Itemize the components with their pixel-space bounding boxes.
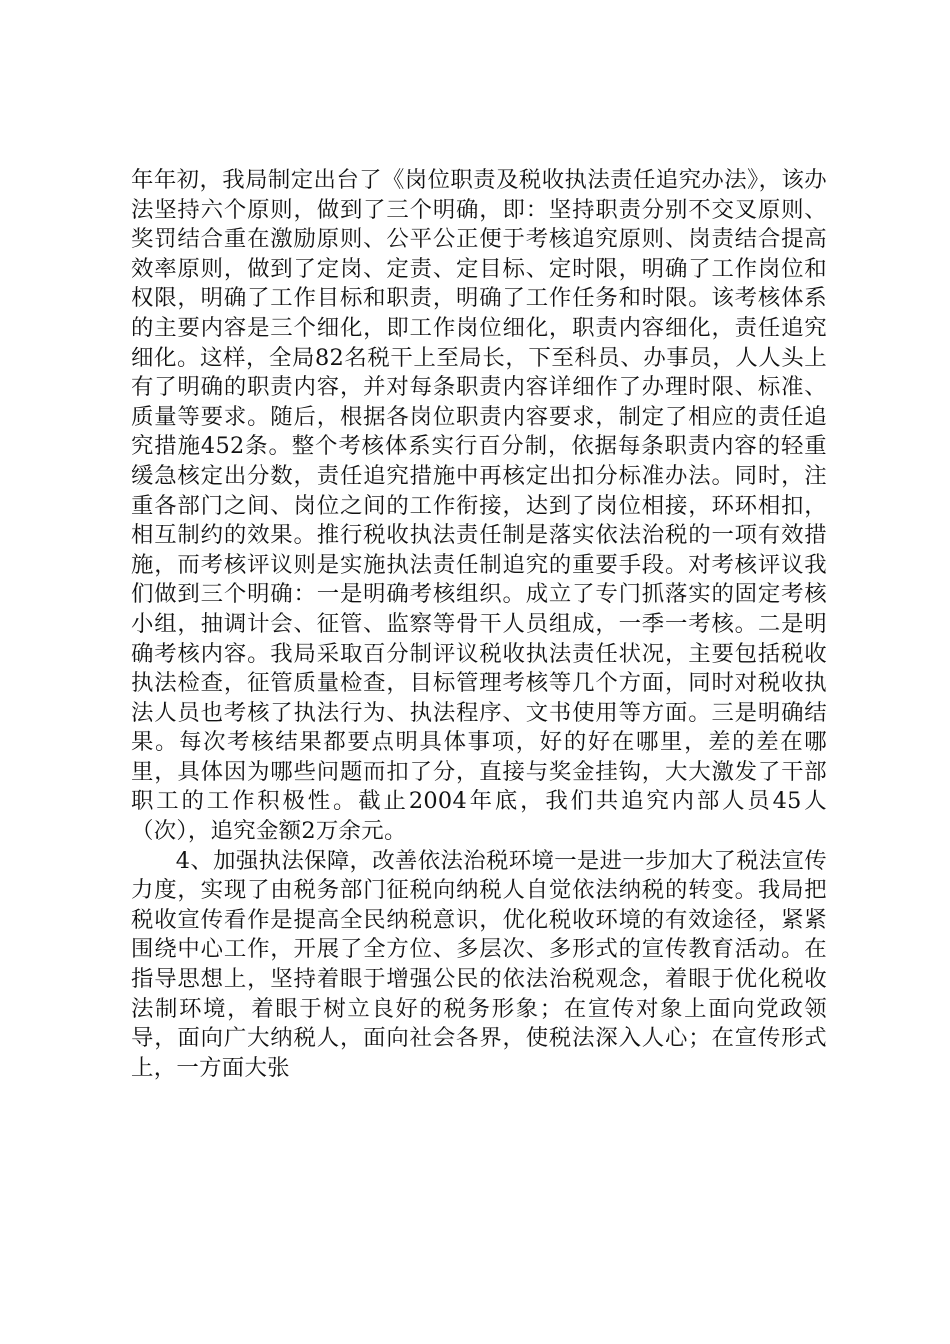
document-page [131,166,827,1083]
body-paragraph-1: 年年初，我局制定出台了《岗位职责及税收执法责任追究办法》，该办法坚持六个原则，做到了三个明确，即：坚持职责分别不交叉原则、奖罚结合重在激励原则、公平公正便于考核追究原则、岗责结合提高效率原则，做到了定岗、定责、定目标、定时限，明确了工作岗位和权限，明确了工作目标和职责，明确了工作任务和时限。该考核体系的主要内容是三个细化，即工作岗位细化，职责内容细化，责任追究细化。这样，全局82名税干上至局长，下至科员、办事员，人人头上有了明确的职责内容，并对每条职责内容详细作了办理时限、标准、质量等要求。随后，根据各岗位职责内容要求，制定了相应的责任追究措施452条。整个考核体系实行百分制，依据每条职责内容的轻重缓急核定出分数，责任追究措施中再核定出扣分标准办法。同时，注重各部门之间、岗位之间的工作衔接，达到了岗位相接，环环相扣，相互制约的效果。推行税收执法责任制是落实依法治税的一项有效措施，而考核评议则是实施执法责任制追究的重要手段。对考核评议我们做到三个明确：一是明确考核组织。成立了专门抓落实的固定考核小组，抽调计会、征管、监察等骨干人员组成，一季一考核。二是明确考核内容。我局采取百分制评议税收执法责任状况，主要包括税收执法检查，征管质量检查，目标管理考核等几个方面，同时对税收执法人员也考核了执法行为、执法程序、文书使用等方面。三是明确结果。每次考核结果都要点明具体事项，好的好在哪里，差的差在哪里，具体因为哪些问题而扣了分，直接与奖金挂钩，大大激发了干部职工的工作积极性。截止2004年底，我们共追究内部人员45人（次），追究金额2万余元。 [131,167,827,845]
body-paragraph-2: 4、加强执法保障，改善依法治税环境一是进一步加大了税法宣传力度，实现了由税务部门征税向纳税人自觉依法纳税的转变。我局把税收宣传看作是提高全民纳税意识，优化税收环境的有效途径，紧紧围绕中心工作，开展了全方位、多层次、多形式的宣传教育活动。在指导思想上，坚持着眼于增强公民的依法治税观念，着眼于优化税收法制环境，着眼于树立良好的税务形象；在宣传对象上面向党政领导，面向广大纳税人，面向社会各界，使税法深入人心；在宣传形式上，一方面大张 [131,847,827,1081]
